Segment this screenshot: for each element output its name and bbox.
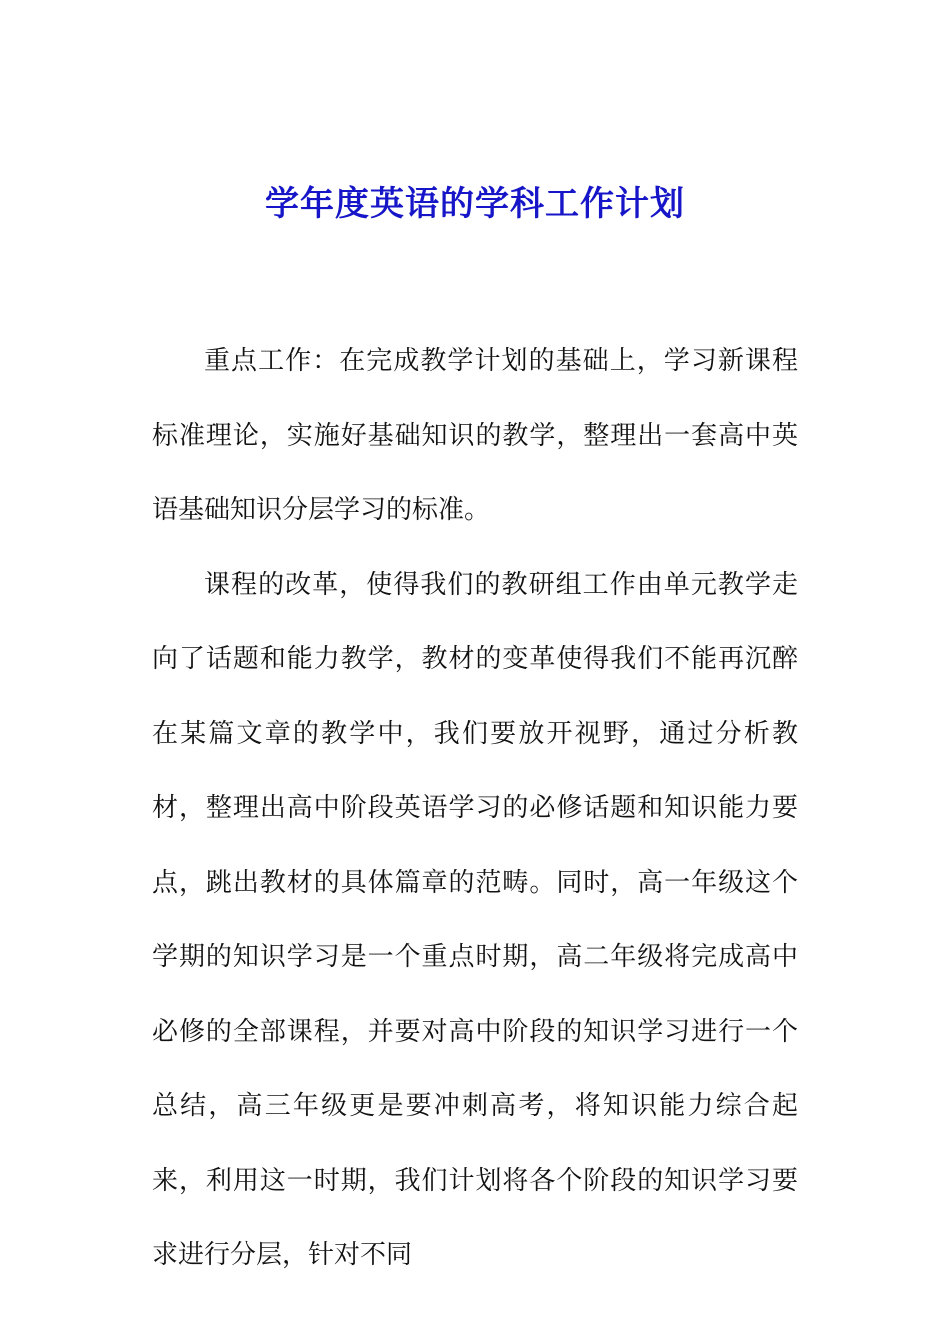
paragraph-2: 课程的改革，使得我们的教研组工作由单元教学走向了话题和能力教学，教材的变革使得我们不能再沉醉在某篇文章的教学中，我们要放开视野，通过分析教材，整理出高中阶段英语学习的必修话题和知识能力要点，跳出教材的具体篇章的范畴。同时，高一年级这个学期的知识学习是一个重点时期，高二年级将完成高中必修的全部课程，并要对高中阶段的知识学习进行一个总结，高三年级更是要冲刺高考，将知识能力综合起来，利用这一时期，我们计划将各个阶段的知识学习要求进行分层，针对不同	[152, 569, 798, 1270]
document-title: 学年度英语的学科工作计划	[265, 184, 685, 224]
document-body	[152, 324, 798, 1293]
paragraph-1: 重点工作：在完成教学计划的基础上，学习新课程标准理论，实施好基础知识的教学，整理出一套高中英语基础知识分层学习的标准。	[152, 346, 798, 525]
